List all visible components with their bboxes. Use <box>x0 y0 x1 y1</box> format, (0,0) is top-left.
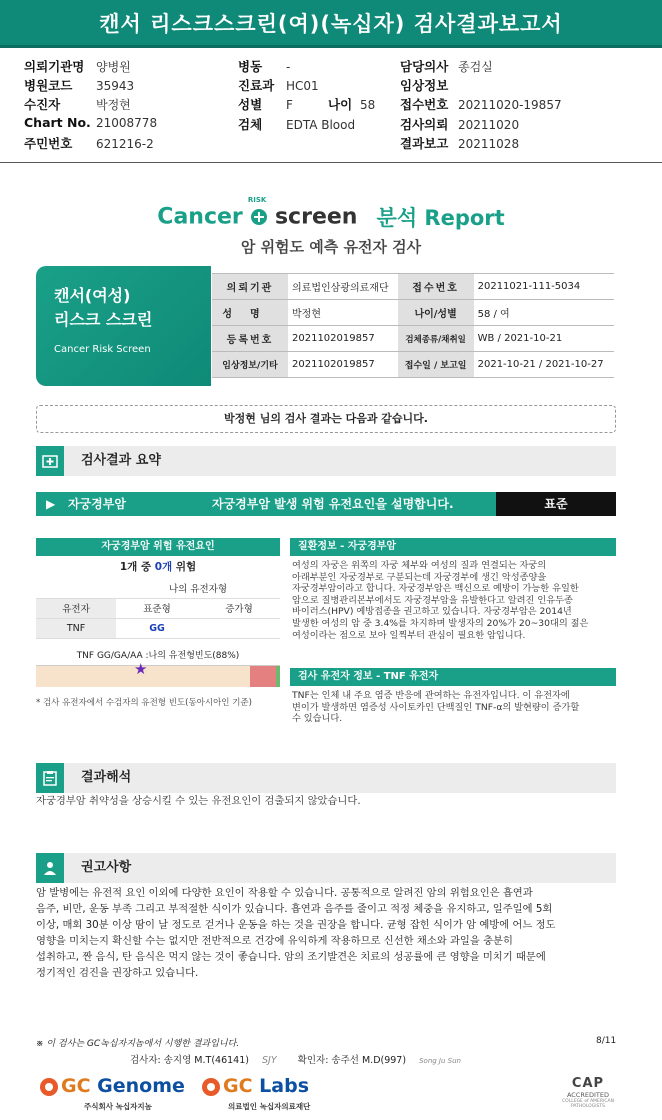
table-row: 유전자 표준형 증가형 <box>36 598 280 618</box>
header-row-patient: 수진자 박정현 <box>24 97 131 112</box>
cap-accredited-logo: CAP ACCREDITED COLLEGE of AMERICAN PATHOLOGISTS <box>562 1076 614 1109</box>
gc-genome-company: 주식회사 녹십자지놈 <box>84 1102 152 1111</box>
interpretation-text: 자궁경부암 취약성을 상승시킬 수 있는 유전요인이 검출되지 않았습니다. <box>36 795 361 807</box>
header-row-ward: 병동 - <box>238 59 291 74</box>
header-row-clinical-info: 임상정보 <box>400 78 449 93</box>
table-row: 나의 유전자형 <box>36 578 280 598</box>
section-summary-header: 검사결과 요약 <box>36 446 616 476</box>
confirmer-signature: Song Ju Sun <box>419 1057 461 1065</box>
page-number: 8/11 <box>596 1036 617 1046</box>
clipboard-icon <box>36 763 64 793</box>
gc-genome-logo: GC Genome <box>40 1075 185 1097</box>
header-row-resident-no: 주민번호 621216-2 <box>24 136 154 151</box>
table-row: 임상정보/기타 2021102019857 접수일 / 보고일 2021-10-21 / 2021-10-27 <box>212 352 614 378</box>
logo-risk-mark: RISK <box>248 206 270 228</box>
frequency-bar-risk-segment <box>250 666 276 687</box>
header-row-requesting-org: 의뢰기관명 양병원 <box>24 59 131 74</box>
result-intro: 박정현 님의 검사 결과는 다음과 같습니다. <box>36 405 616 433</box>
disease-info-header: 질환정보 - 자궁경부암 <box>290 538 616 556</box>
risk-factor-header: 자궁경부암 위험 유전요인 <box>36 538 280 556</box>
play-arrow-icon: ▶ <box>46 497 56 511</box>
recommendation-text: 암 발병에는 유전적 요인 이외에 다양한 요인이 작용할 수 있습니다. 공통적으로 알려진 암의 위험요인은 흡연과 음주, 비만, 운동 부족 그리고 부적절한 식이가 있습니다. 흡연과 음주를 줄이고 적정 체중을 유지하고, 일주일에 5회 이상, 매회 30분 이상 땀이 날 정도로 걷거나 운동을 하는 것을 권장을 합니다. 균형 잡힌 식이가 암 예방에 어느 정도 영향을 미치는지 확신할 수는 없지만 전반적으로 건강에 유익하게 작용하므로 신선한 채소와 과일을 충분히 섭취하고, 짠 음식, 탄 음식은 먹지 않는 것이 좋습니다. 암의 조기발견은 치료의 성공률에 큰 영향을 미치기 때문에 정기적인 검진을 권장하고 있습니다. <box>36 887 556 979</box>
gc-labs-company: 의료법인 녹십자의료재단 <box>228 1102 311 1111</box>
disease-info-text: 여성의 자궁은 위쪽의 자궁 체부와 여성의 질과 연결되는 자궁의 아래부분인 자궁경부로 구분되는데 자궁경부에 생긴 악성종양을 자궁경부암이라고 합니다. 자궁경부암은 백신으로 예방이 가능한 유일한 암으로 질병관리본부에서도 자궁경부암을 유발한다고 알려진 인유두종 바이러스(HPV) 예방접종을 권고하고 있습니다. 자궁경부암은 2014년 발생한 여성의 암 중 3.4%를 차지하며 발생자의 20%가 20~30대의 젊은 여성이라는 점으로 보아 일찍부터 관심이 필요한 암입니다. <box>292 560 589 641</box>
status-badge: 표준 <box>496 492 616 516</box>
add-folder-icon <box>36 446 64 476</box>
signature-line: 검사자: 송지영 M.T(46141) SJY 확인자: 송주선 M.D(997) Song Ju Sun <box>130 1055 461 1066</box>
header-row-department: 진료과 HC01 <box>238 78 319 93</box>
frequency-bar <box>36 665 280 687</box>
plus-circle-icon <box>249 206 269 226</box>
gc-logo-icon <box>202 1078 220 1096</box>
person-advice-icon <box>36 853 64 883</box>
patient-info-table <box>212 273 614 378</box>
frequency-label: TNF GG/GA/AA :나의 유전형빈도(88%) <box>76 651 240 661</box>
table-row: 성명 박정현 나이/성별 58 / 여 <box>212 300 614 326</box>
gc-logo-icon <box>40 1078 58 1096</box>
cancer-risk-screen-logo: Cancer RISK screen 분석 Report <box>157 196 505 230</box>
frequency-bar-end-segment <box>276 666 280 687</box>
footer-notice: ※ 이 검사는 GC녹십자지놈에서 시행한 결과입니다. <box>36 1039 240 1049</box>
frequency-footnote: * 검사 유전자에서 수검자의 유전형 빈도(동아시아인 기준) <box>36 698 252 708</box>
tester-signature: SJY <box>262 1055 277 1066</box>
gc-labs-logo: GC Labs <box>202 1075 309 1097</box>
header-row-specimen: 검체 EDTA Blood <box>238 117 356 132</box>
header-row-requested: 검사의뢰 20211020 <box>400 117 520 132</box>
section-interpretation-header: 결과해석 <box>36 763 616 793</box>
genotype-table <box>36 578 280 639</box>
header-row-doctor: 담당의사 종검실 <box>400 59 493 74</box>
table-row: 등록번호 2021102019857 검체종류/채취일 WB / 2021-10-21 <box>212 326 614 352</box>
table-row: TNF GG <box>36 618 280 638</box>
risk-count: 1개 중 0개 위험 <box>119 561 197 573</box>
report-title: 캔서 리스크스크린(여)(녹십자) 검사결과보고서 <box>0 0 662 48</box>
header-row-receipt-no: 접수번호 20211020-19857 <box>400 97 562 112</box>
report-subtitle: 암 위험도 예측 유전자 검사 <box>240 238 422 256</box>
header-row-hospital-code: 병원코드 35943 <box>24 78 135 93</box>
header-divider <box>0 162 662 163</box>
header-row-chart-no: Chart No. 21008778 <box>24 115 158 130</box>
table-row: 의뢰기관 의료법인삼광의료재단 접수번호 20211021-111-5034 <box>212 274 614 300</box>
test-badge: 캔서(여성) 리스크 스크린 Cancer Risk Screen <box>36 266 211 386</box>
header-row-sex-age: 성별 F 나이 58 <box>238 97 376 112</box>
gene-info-header: 검사 유전자 정보 - TNF 유전자 <box>290 668 616 686</box>
section-recommendation-header: 권고사항 <box>36 853 616 883</box>
genotype-marker-star-icon: ★ <box>134 660 148 678</box>
gene-info-text: TNF는 인체 내 주요 염증 반응에 관여하는 유전자입니다. 이 유전자에 변이가 발생하면 염증성 사이토카인 단백질인 TNF-α의 발현량이 증가할 수 있습니다. <box>292 690 580 725</box>
cancer-type-bar: ▶ 자궁경부암 자궁경부암 발생 위험 유전요인을 설명합니다. 표준 <box>36 492 616 516</box>
header-row-reported: 결과보고 20211028 <box>400 136 520 151</box>
